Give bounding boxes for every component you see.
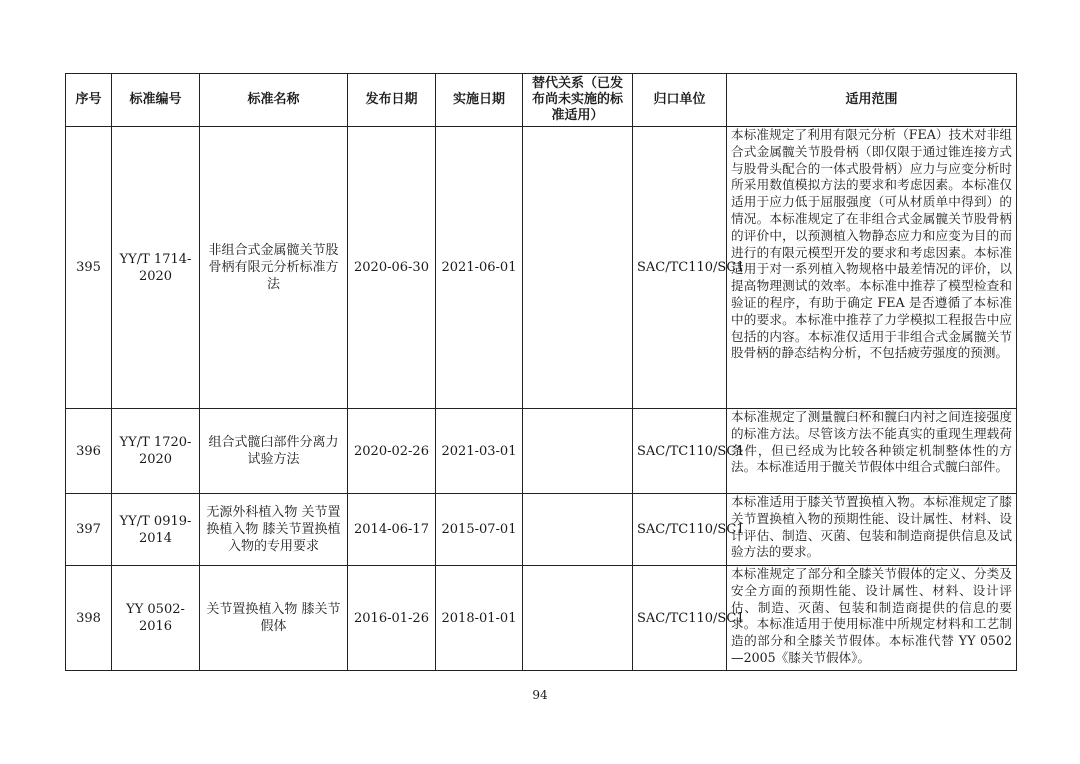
- cell-name: 组合式髋臼部件分离力试验方法: [200, 409, 348, 494]
- cell-unit: SAC/TC110/SC1: [633, 409, 727, 494]
- table-row: [66, 494, 1017, 566]
- header-pub-date: 发布日期: [348, 74, 436, 127]
- cell-no: 395: [66, 127, 112, 409]
- header-unit: 归口单位: [633, 74, 727, 127]
- cell-code: YY 0502-2016: [112, 566, 200, 671]
- cell-replace: [523, 566, 633, 671]
- header-replace: 替代关系（已发布尚未实施的标准适用）: [523, 74, 633, 127]
- cell-scope: 本标准规定了利用有限元分析（FEA）技术对非组合式金属髋关节股骨柄（即仅限于通过锥连接方式与股骨头配合的一体式股骨柄）应力与应变分析时所采用数值模拟方法的要求和考虑因素。本标准仅适用于应力低于屈服强度（可从材质单中得到）的情况。本标准规定了在非组合式金属髋关节股骨柄的评价中，以预测植入物静态应力和应变为目的而进行的有限元模型开发的要求和考虑因素。本标准适用于对一系列植入物规格中最差情况的评价，以提高物理测试的效率。本标准中推荐了模型检查和验证的程序，有助于确定 FEA 是否遵循了本标准中的要求。本标准中推荐了力学模拟工程报告中应包括的内容。本标准仅适用于非组合式金属髋关节股骨柄的静态结构分析，不包括疲劳强度的预测。: [727, 127, 1017, 409]
- cell-pub-date: 2020-06-30: [348, 127, 436, 409]
- cell-code: YY/T 1714-2020: [112, 127, 200, 409]
- cell-impl-date: 2021-06-01: [436, 127, 523, 409]
- cell-replace: [523, 409, 633, 494]
- cell-name: 无源外科植入物 关节置换植入物 膝关节置换植入物的专用要求: [200, 494, 348, 566]
- cell-replace: [523, 494, 633, 566]
- cell-impl-date: 2018-01-01: [436, 566, 523, 671]
- cell-code: YY/T 0919-2014: [112, 494, 200, 566]
- header-impl-date: 实施日期: [436, 74, 523, 127]
- table-row: [66, 409, 1017, 494]
- cell-no: 397: [66, 494, 112, 566]
- cell-unit: SAC/TC110/SC1: [633, 494, 727, 566]
- cell-impl-date: 2015-07-01: [436, 494, 523, 566]
- cell-no: 396: [66, 409, 112, 494]
- cell-scope: 本标准规定了测量髋臼杯和髋臼内衬之间连接强度的标准方法。尽管该方法不能真实的重现生理载荷条件，但已经成为比较各种锁定机制整体性的方法。本标准适用于髋关节假体中组合式髋臼部件。: [727, 409, 1017, 494]
- cell-pub-date: 2014-06-17: [348, 494, 436, 566]
- cell-impl-date: 2021-03-01: [436, 409, 523, 494]
- table-row: [66, 127, 1017, 409]
- table-header-row: [66, 74, 1017, 127]
- header-name: 标准名称: [200, 74, 348, 127]
- table-row: [66, 566, 1017, 671]
- cell-replace: [523, 127, 633, 409]
- header-scope: 适用范围: [727, 74, 1017, 127]
- standards-table: [65, 73, 1017, 671]
- cell-name: 关节置换植入物 膝关节假体: [200, 566, 348, 671]
- cell-unit: SAC/TC110/SC1: [633, 127, 727, 409]
- header-no: 序号: [66, 74, 112, 127]
- cell-pub-date: 2020-02-26: [348, 409, 436, 494]
- page-number: 94: [532, 688, 548, 702]
- cell-code: YY/T 1720-2020: [112, 409, 200, 494]
- cell-scope: 本标准规定了部分和全膝关节假体的定义、分类及安全方面的预期性能、设计属性、材料、设计评估、制造、灭菌、包装和制造商提供的信息的要求。本标准适用于使用标准中所规定材料和工艺制造的部分和全膝关节假体。本标准代替 YY 0502—2005《膝关节假体》。: [727, 566, 1017, 671]
- header-code: 标准编号: [112, 74, 200, 127]
- cell-unit: SAC/TC110/SC1: [633, 566, 727, 671]
- cell-pub-date: 2016-01-26: [348, 566, 436, 671]
- cell-no: 398: [66, 566, 112, 671]
- cell-name: 非组合式金属髋关节股骨柄有限元分析标准方法: [200, 127, 348, 409]
- cell-scope: 本标准适用于膝关节置换植入物。本标准规定了膝关节置换植入物的预期性能、设计属性、材料、设计评估、制造、灭菌、包装和制造商提供信息及试验方法的要求。: [727, 494, 1017, 566]
